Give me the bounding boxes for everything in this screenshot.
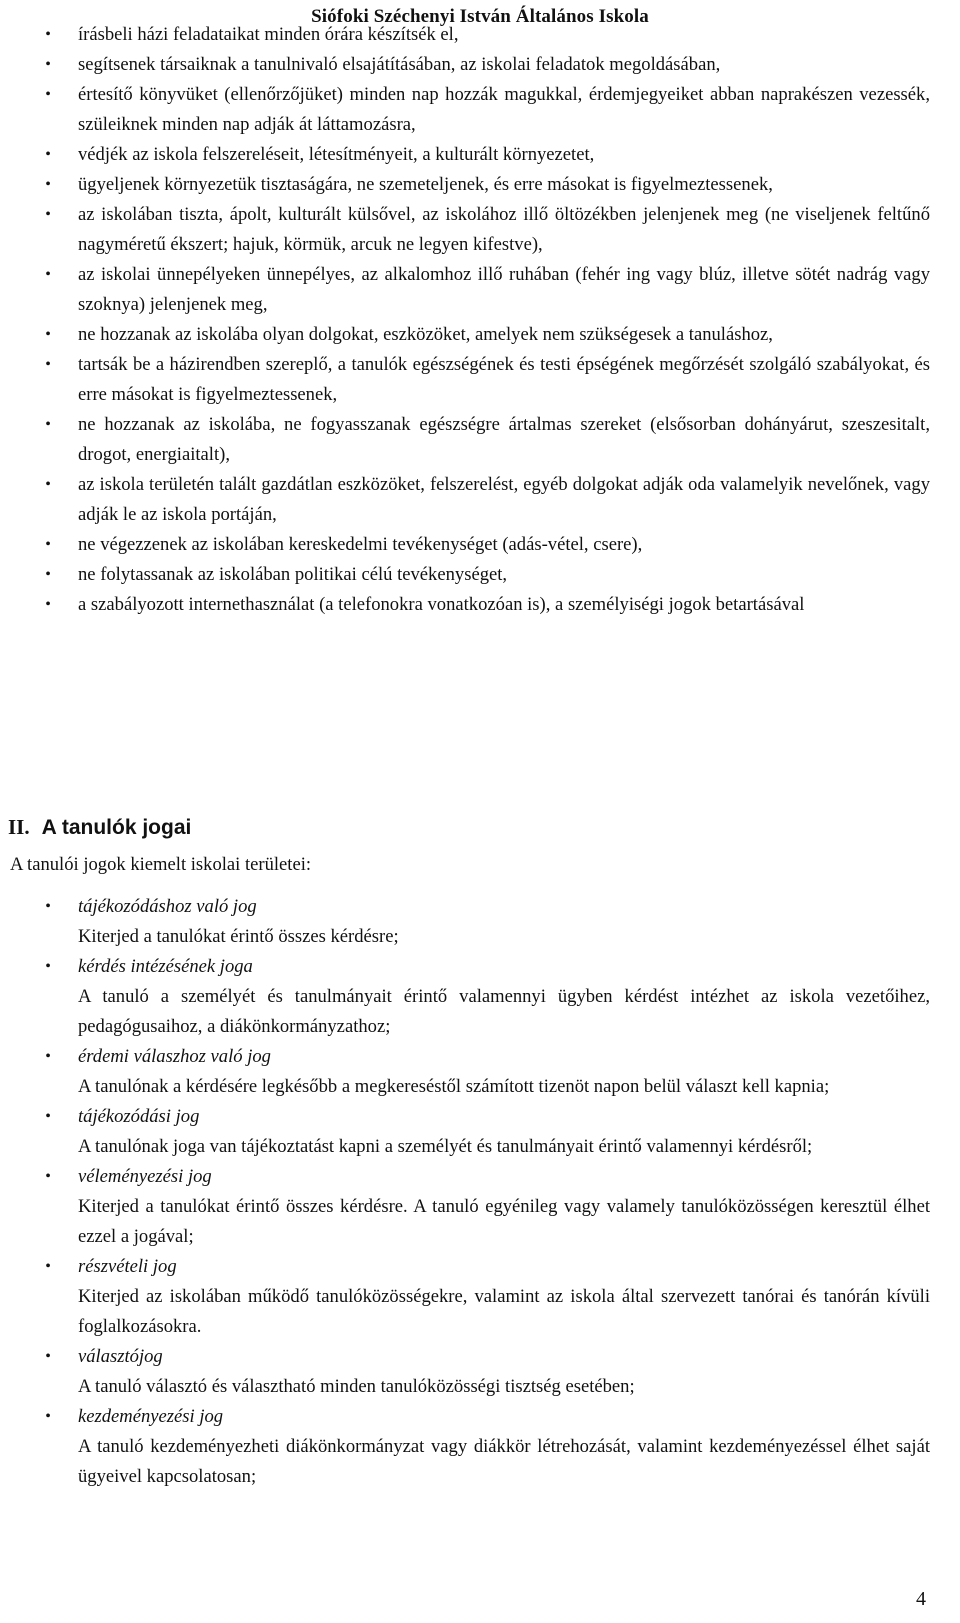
list-item bbox=[0, 410, 960, 470]
duty-text: segítsenek társaiknak a tanulnivaló elsajátításában, az iskolai feladatok megoldásában, bbox=[78, 54, 721, 75]
list-item bbox=[0, 200, 960, 260]
bullet-icon: • bbox=[45, 1108, 51, 1125]
bullet-icon: • bbox=[45, 206, 51, 223]
list-item bbox=[0, 20, 960, 50]
right-name: kezdeményezési jog bbox=[78, 1406, 224, 1427]
list-item bbox=[0, 470, 960, 530]
duty-text: ne folytassanak az iskolában politikai célú tevékenységet, bbox=[78, 564, 508, 585]
bullet-icon: • bbox=[45, 596, 51, 613]
list-item bbox=[0, 80, 960, 140]
right-description: A tanulónak joga van tájékoztatást kapni a személyét és tanulmányait érintő valamennyi kérdésről; bbox=[78, 1136, 813, 1157]
duty-text: a szabályozott internethasználat (a telefonokra vonatkozóan is), a személyiségi jogok betartásával bbox=[78, 594, 805, 615]
bullet-icon: • bbox=[45, 898, 51, 915]
list-item bbox=[0, 50, 960, 80]
bullet-icon: • bbox=[45, 356, 51, 373]
list-item bbox=[0, 590, 960, 620]
list-item bbox=[0, 170, 960, 200]
section-heading bbox=[8, 815, 191, 840]
list-item bbox=[0, 1042, 960, 1102]
bullet-icon: • bbox=[45, 566, 51, 583]
bullet-icon: • bbox=[45, 266, 51, 283]
section-title: A tanulók jogai bbox=[41, 816, 192, 839]
bullet-icon: • bbox=[45, 86, 51, 103]
bullet-icon: • bbox=[45, 1408, 51, 1425]
duty-text: védjék az iskola felszereléseit, létesítményeit, a kulturált környezetet, bbox=[78, 144, 595, 165]
list-item bbox=[0, 1342, 960, 1402]
right-description: A tanuló választó és választható minden tanulóközösségi tisztség esetében; bbox=[78, 1376, 635, 1397]
bullet-icon: • bbox=[45, 476, 51, 493]
list-item bbox=[0, 140, 960, 170]
list-item bbox=[0, 952, 960, 1042]
duty-text: az iskolai ünnepélyeken ünnepélyes, az alkalomhoz illő ruhában (fehér ing vagy blúz, illetve sötét nadrág vagy szoknya) jelenjenek meg, bbox=[78, 264, 930, 315]
duty-text: ne hozzanak az iskolába olyan dolgokat, eszközöket, amelyek nem szükségesek a tanuláshoz, bbox=[78, 324, 773, 345]
right-name: részvételi jog bbox=[78, 1256, 177, 1277]
duty-text: ügyeljenek környezetük tisztaságára, ne szemeteljenek, és erre másokat is figyelmeztessenek, bbox=[78, 174, 773, 195]
student-rights-list bbox=[0, 892, 960, 1492]
section-intro: A tanulói jogok kiemelt iskolai területei: bbox=[10, 854, 312, 875]
page-number: 4 bbox=[916, 1588, 926, 1610]
list-item bbox=[0, 320, 960, 350]
list-item bbox=[0, 1162, 960, 1252]
duty-text: ne hozzanak az iskolába, ne fogyasszanak egészségre ártalmas szereket (elsősorban dohányárut, szeszesitalt, drogot, energiaitalt), bbox=[78, 414, 930, 465]
section-number: II. bbox=[8, 815, 30, 839]
bullet-icon: • bbox=[45, 416, 51, 433]
bullet-icon: • bbox=[45, 1258, 51, 1275]
student-duties-list bbox=[0, 20, 960, 620]
bullet-icon: • bbox=[45, 146, 51, 163]
duty-text: értesítő könyvüket (ellenőrzőjüket) minden nap hozzák magukkal, érdemjegyeiket abban naprakészen vezessék, szüleiknek minden nap adják át láttamozásra, bbox=[78, 84, 930, 135]
bullet-icon: • bbox=[45, 1168, 51, 1185]
duty-text: az iskola területén talált gazdátlan eszközöket, felszerelést, egyéb dolgokat adják oda valamelyik nevelőnek, vagy adják le az iskola portáján, bbox=[78, 474, 930, 525]
bullet-icon: • bbox=[45, 958, 51, 975]
right-name: tájékozódáshoz való jog bbox=[78, 896, 257, 917]
right-description: Kiterjed a tanulókat érintő összes kérdésre; bbox=[78, 926, 399, 947]
bullet-icon: • bbox=[45, 26, 51, 43]
right-name: érdemi válaszhoz való jog bbox=[78, 1046, 271, 1067]
list-item bbox=[0, 1102, 960, 1162]
school-name: Siófoki Széchenyi István Általános Iskola bbox=[311, 6, 649, 27]
list-item bbox=[0, 892, 960, 952]
bullet-icon: • bbox=[45, 536, 51, 553]
bullet-icon: • bbox=[45, 1048, 51, 1065]
right-description: Kiterjed az iskolában működő tanulóközösségekre, valamint az iskola által szervezett tanórai és tanórán kívüli foglalkozásokra. bbox=[78, 1286, 930, 1337]
duty-text: ne végezzenek az iskolában kereskedelmi tevékenységet (adás-vétel, csere), bbox=[78, 534, 643, 555]
duty-text: tartsák be a házirendben szereplő, a tanulók egészségének és testi épségének megőrzését szolgáló szabályokat, és erre másokat is figyelmeztessenek, bbox=[78, 354, 930, 405]
right-name: választójog bbox=[78, 1346, 163, 1367]
right-description: Kiterjed a tanulókat érintő összes kérdésre. A tanuló egyénileg vagy valamely tanulóközösségen keresztül élhet ezzel a jogával; bbox=[78, 1196, 930, 1247]
right-description: A tanulónak a kérdésére legkésőbb a megkereséstől számított tizenöt napon belül választ kell kapnia; bbox=[78, 1076, 830, 1097]
duty-text: az iskolában tiszta, ápolt, kulturált külsővel, az iskolához illő öltözékben jelenjenek meg (ne viseljenek feltűnő nagyméretű ékszert; hajuk, körmük, arcuk ne legyen kifestve), bbox=[78, 204, 930, 255]
duty-text: írásbeli házi feladataikat minden órára készítsék el, bbox=[78, 24, 459, 45]
right-description: A tanuló a személyét és tanulmányait érintő valamennyi ügyben kérdést intézhet az iskola vezetőihez, pedagógusaihoz, a diákönkormányzathoz; bbox=[78, 986, 930, 1037]
right-name: véleményezési jog bbox=[78, 1166, 212, 1187]
bullet-icon: • bbox=[45, 56, 51, 73]
right-description: A tanuló kezdeményezheti diákönkormányzat vagy diákkör létrehozását, valamint kezdeményezéssel élhet saját ügyeivel kapcsolatosan; bbox=[78, 1436, 930, 1487]
bullet-icon: • bbox=[45, 176, 51, 193]
right-name: kérdés intézésének joga bbox=[78, 956, 253, 977]
right-name: tájékozódási jog bbox=[78, 1106, 200, 1127]
list-item bbox=[0, 1252, 960, 1342]
list-item bbox=[0, 350, 960, 410]
list-item bbox=[0, 530, 960, 560]
bullet-icon: • bbox=[45, 326, 51, 343]
bullet-icon: • bbox=[45, 1348, 51, 1365]
list-item bbox=[0, 1402, 960, 1492]
list-item bbox=[0, 560, 960, 590]
list-item bbox=[0, 260, 960, 320]
